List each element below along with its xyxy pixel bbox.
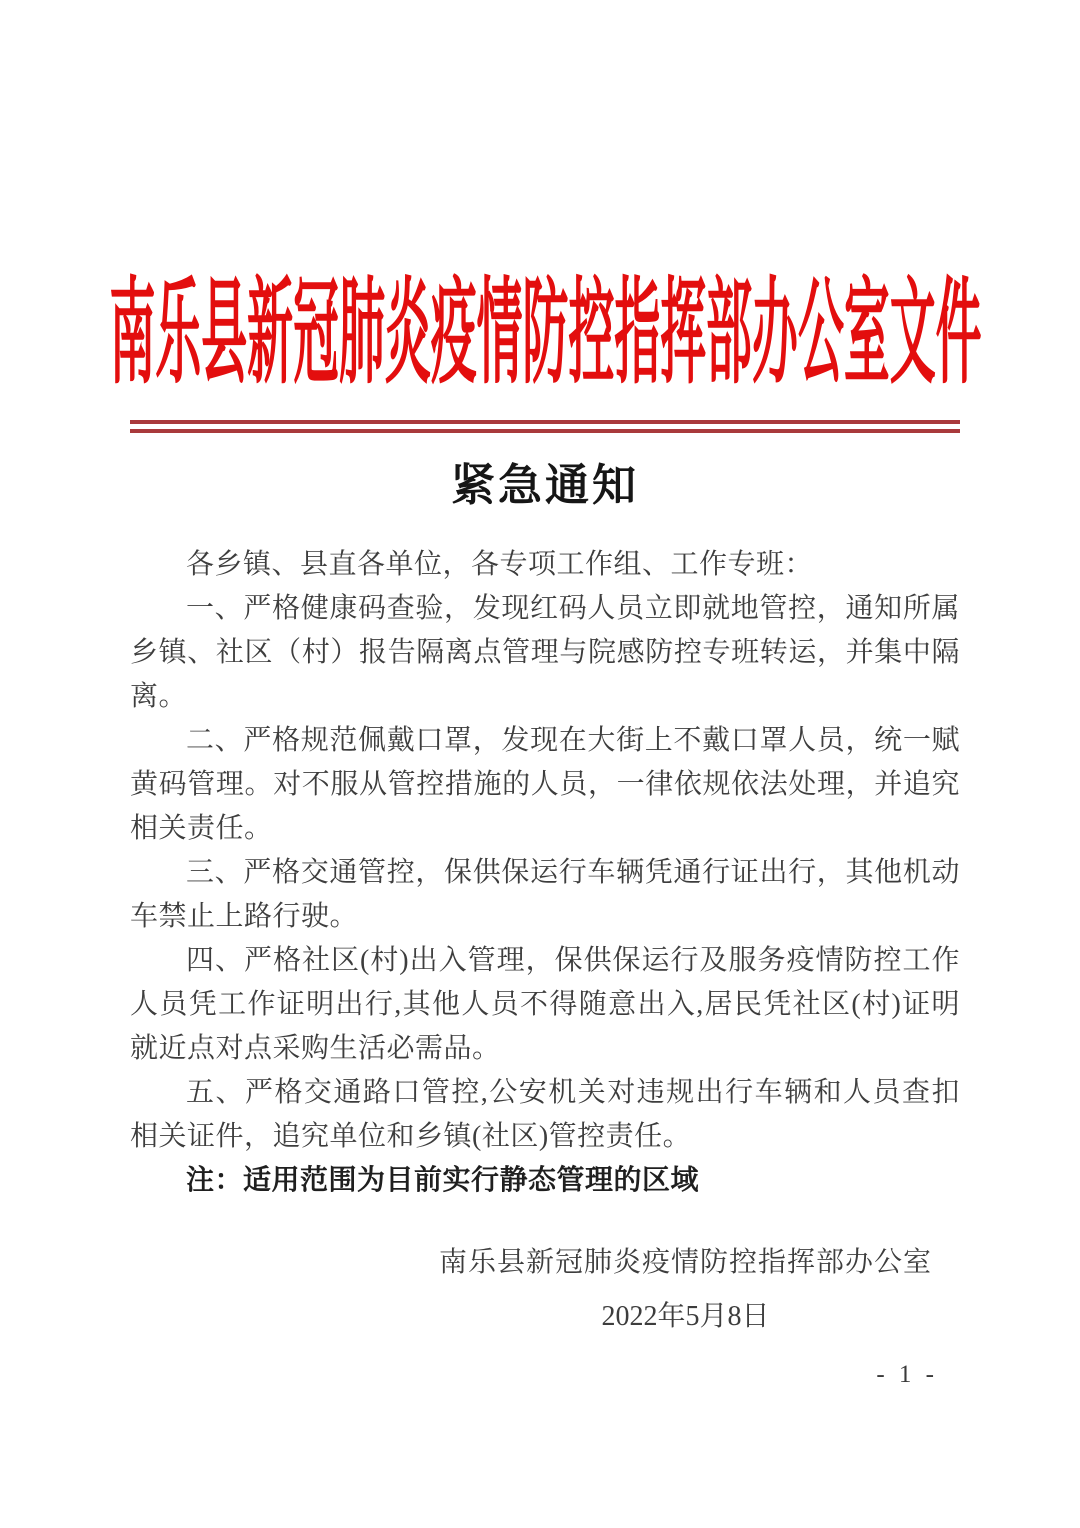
signature-date: 2022年5月8日: [601, 1301, 770, 1332]
paragraph-5: 五、严格交通路口管控,公安机关对违规出行车辆和人员查扣相关证件，追究单位和乡镇(社区)管控责任。: [130, 1077, 960, 1152]
page-number: - 1 -: [876, 1361, 938, 1388]
salutation: 各乡镇、县直各单位，各专项工作组、工作专班：: [186, 549, 814, 580]
notice-title: 紧急通知: [451, 461, 639, 510]
double-rule-divider: [130, 420, 960, 433]
letterhead-title: 南乐县新冠肺炎疫情防控指挥部办公室文件: [108, 270, 982, 398]
paragraph-2: 二、严格规范佩戴口罩，发现在大街上不戴口罩人员，统一赋黄码管理。对不服从管控措施的人员，一律依规依法处理，并追究相关责任。: [130, 725, 960, 844]
signature-organization: 南乐县新冠肺炎疫情防控指挥部办公室: [438, 1247, 932, 1278]
paragraph-4: 四、严格社区(村)出入管理，保供保运行及服务疫情防控工作人员凭工作证明出行,其他人员不得随意出入,居民凭社区(村)证明就近点对点采购生活必需品。: [130, 945, 960, 1064]
paragraph-3: 三、严格交通管控，保供保运行车辆凭通行证出行，其他机动车禁止上路行驶。: [130, 857, 960, 932]
letterhead-title-wrap: [108, 250, 982, 398]
signature-inner: [439, 1241, 932, 1339]
note-line: 注：适用范围为目前实行静态管理的区域: [186, 1165, 700, 1196]
notice-body: [130, 543, 960, 1203]
signature-block: [130, 1241, 960, 1339]
paragraph-1: 一、严格健康码查验，发现红码人员立即就地管控，通知所属乡镇、社区（村）报告隔离点管理与院感防控专班转运，并集中隔离。: [130, 593, 960, 712]
letterhead: [108, 0, 982, 433]
